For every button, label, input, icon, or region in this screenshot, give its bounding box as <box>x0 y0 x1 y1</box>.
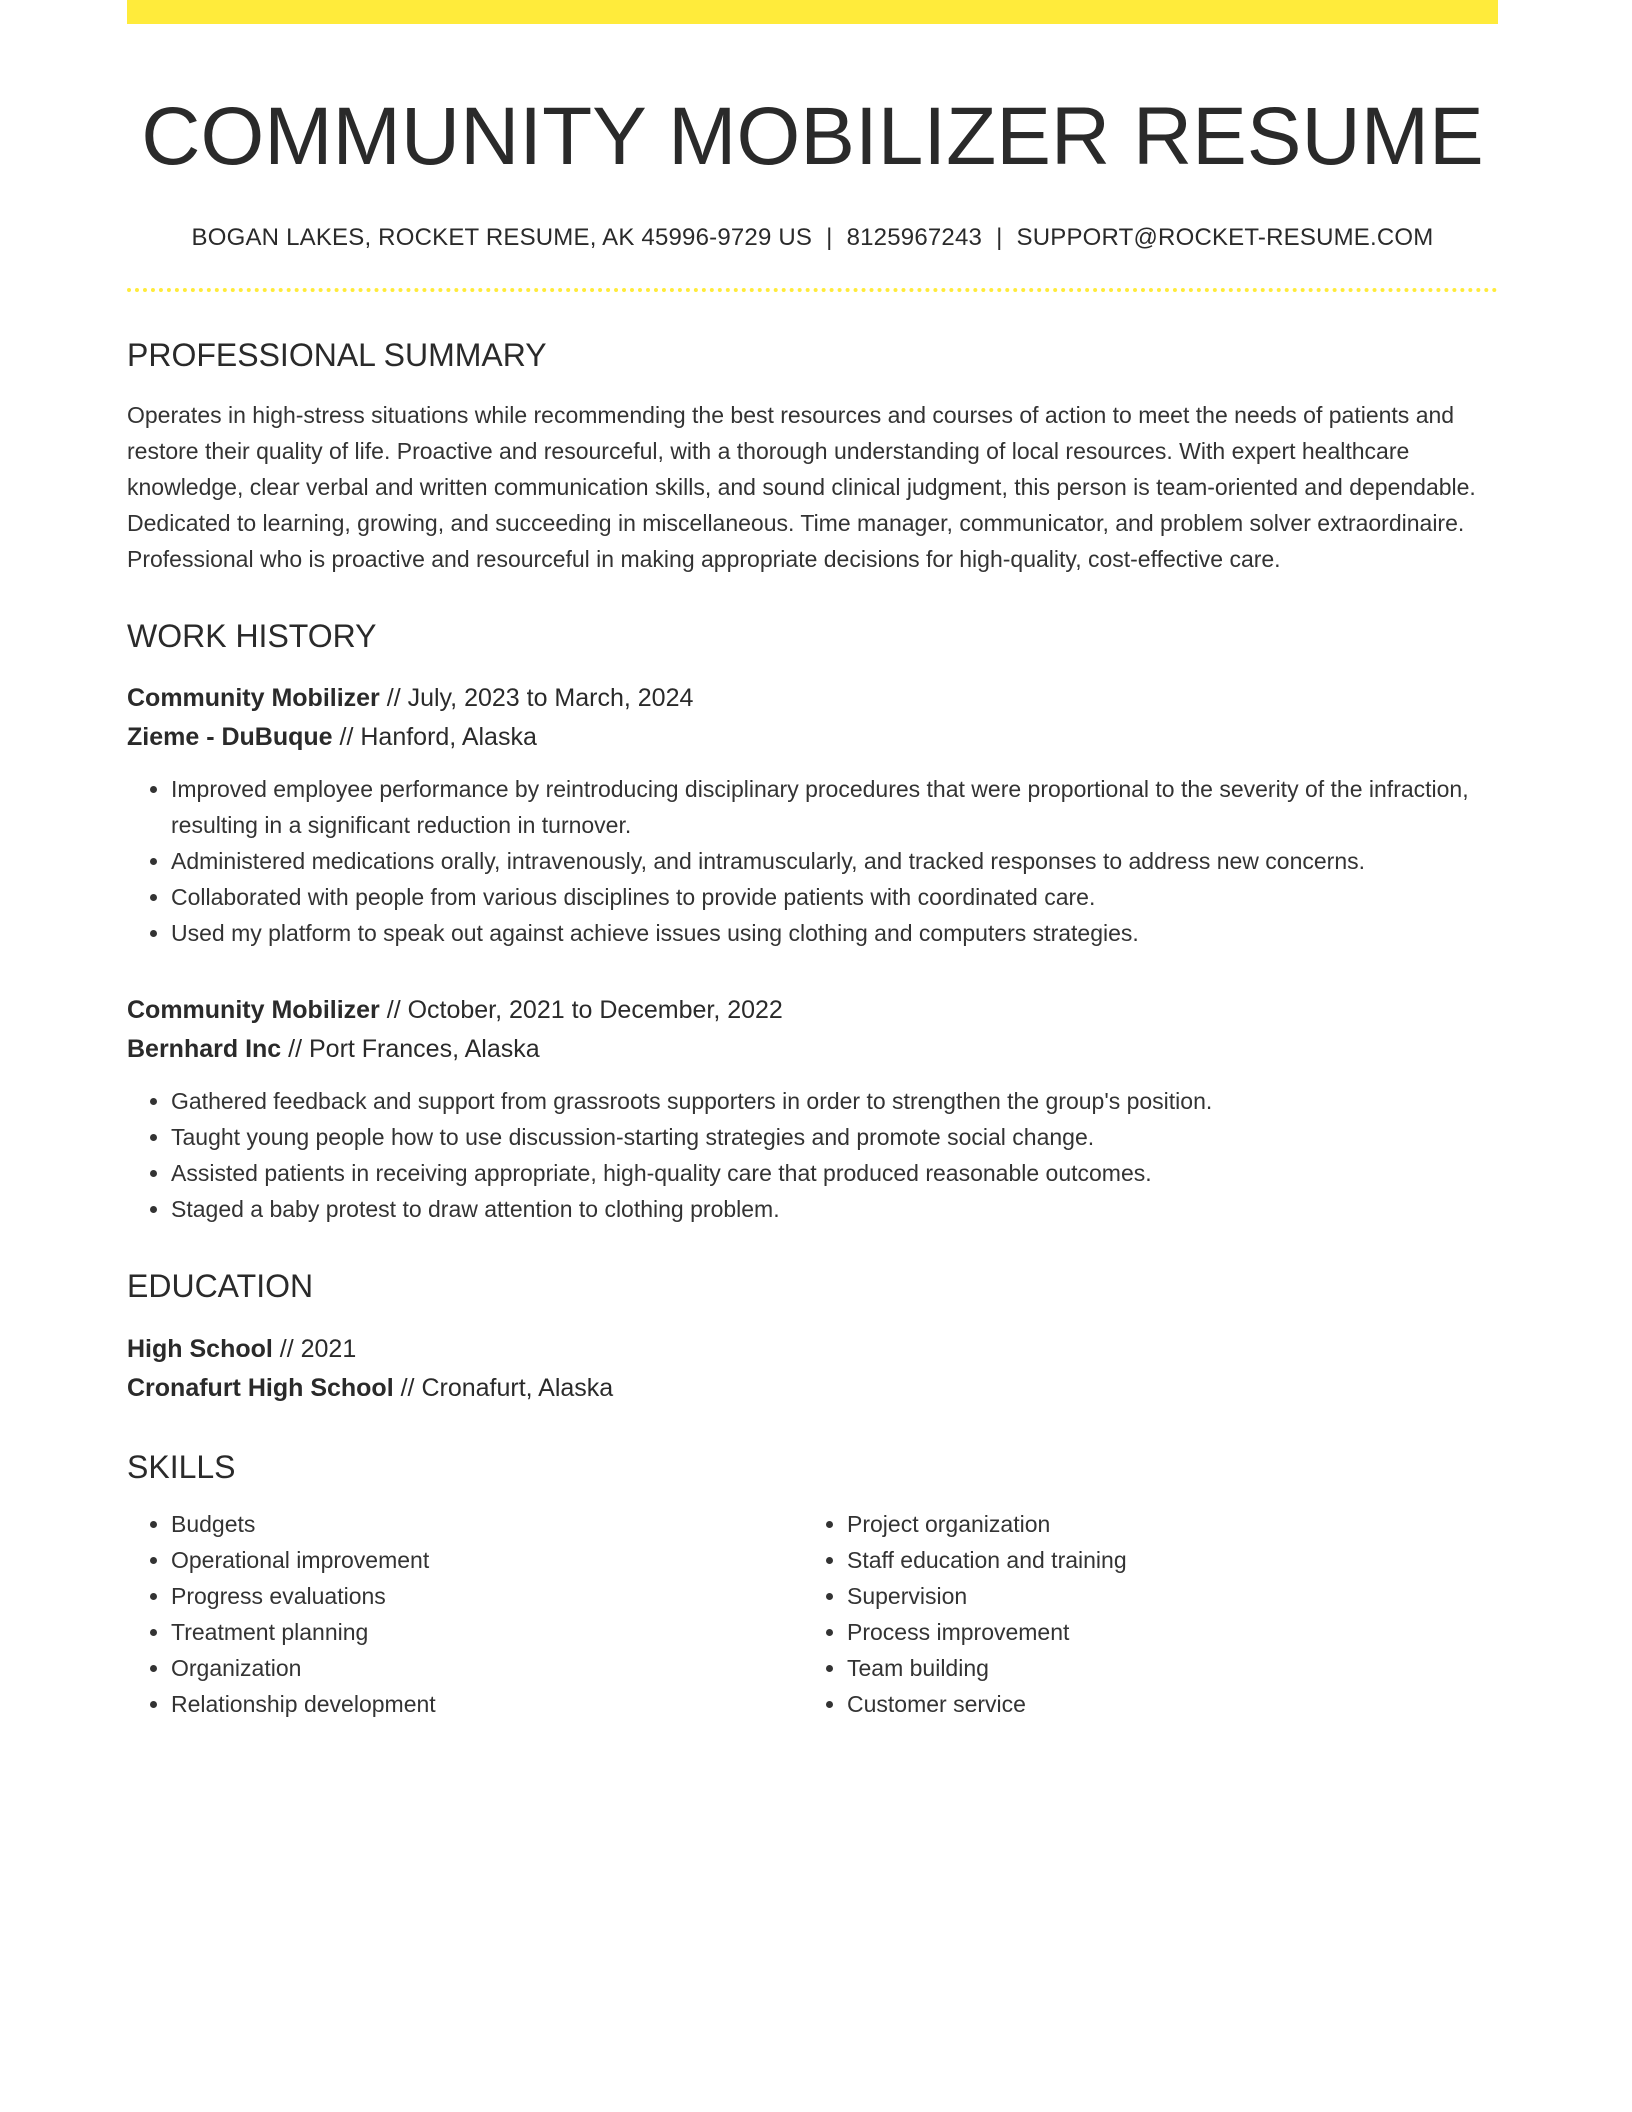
contact-address: BOGAN LAKES, ROCKET RESUME, AK 45996-9729 US <box>191 224 813 252</box>
resume-title: COMMUNITY MOBILIZER RESUME <box>141 91 1484 182</box>
contact-separator: | <box>996 224 1003 252</box>
skills-columns <box>127 1506 1498 1722</box>
job-company: Bernhard Inc <box>127 1035 282 1064</box>
education-school: Cronafurt High School <box>127 1373 394 1402</box>
summary-heading: PROFESSIONAL SUMMARY <box>127 337 547 374</box>
education-location: // Cronafurt, Alaska <box>393 1373 614 1402</box>
list-item: • Gathered feedback and support from grassroots supporters in order to strengthen the group's position. <box>171 1083 1498 1119</box>
contact-email: SUPPORT@ROCKET-RESUME.COM <box>1016 224 1434 252</box>
contact-phone: 8125967243 <box>846 224 983 252</box>
summary-text: Operates in high-stress situations while recommending the best resources and courses of action to meet the needs of patients and restore their quality of life. Proactive and resourceful, with a thorough understanding of local resources. With expert healthcare knowledge, clear verbal and written communication skills, and sound clinical judgment, this person is team-oriented and dependable. Dedicated to learning, growing, and succeeding in miscellaneous. Time manager, communicator, and problem solver extraordinaire. Professional who is proactive and resourceful in making appropriate decisions for high-quality, cost-effective care. <box>127 401 1476 572</box>
contact-line <box>127 224 1498 252</box>
education-degree: High School <box>127 1334 273 1363</box>
accent-top-bar <box>127 0 1498 24</box>
job-entry <box>127 991 1498 1227</box>
education-school-line <box>127 1369 1498 1408</box>
job-bullets <box>127 1083 1498 1227</box>
skills-heading: SKILLS <box>127 1448 236 1485</box>
education-degree-line <box>127 1330 1498 1369</box>
job-dates: // October, 2021 to December, 2022 <box>379 996 783 1025</box>
list-item: • Progress evaluations <box>171 1578 803 1614</box>
list-item: • Team building <box>847 1650 1479 1686</box>
list-item: • Staff education and training <box>847 1542 1479 1578</box>
list-item: • Treatment planning <box>171 1614 803 1650</box>
job-role: Community Mobilizer <box>127 684 380 713</box>
list-item: • Improved employee performance by reintroducing disciplinary procedures that were proportional to the severity of the infraction, resulting in a significant reduction in turnover. <box>171 771 1498 843</box>
education-year: // 2021 <box>272 1334 357 1363</box>
resume-page <box>127 0 1498 1722</box>
job-title-line <box>127 991 1498 1030</box>
job-role: Community Mobilizer <box>127 996 380 1025</box>
list-item: • Relationship development <box>171 1686 803 1722</box>
job-dates: // July, 2023 to March, 2024 <box>379 684 694 713</box>
contact-separator: | <box>826 224 833 252</box>
work-history-heading: WORK HISTORY <box>127 617 377 654</box>
list-item: • Assisted patients in receiving appropriate, high-quality care that produced reasonable outcomes. <box>171 1155 1498 1191</box>
job-company: Zieme - DuBuque <box>127 723 333 752</box>
job-company-line <box>127 1030 1498 1069</box>
education-heading: EDUCATION <box>127 1268 314 1305</box>
skills-list-left <box>127 1506 803 1722</box>
list-item: • Process improvement <box>847 1614 1479 1650</box>
list-item: • Organization <box>171 1650 803 1686</box>
job-title-line <box>127 679 1498 718</box>
job-bullets <box>127 771 1498 951</box>
list-item: • Budgets <box>171 1506 803 1542</box>
list-item: • Supervision <box>847 1578 1479 1614</box>
job-entry <box>127 679 1498 951</box>
dotted-divider <box>127 288 1498 292</box>
list-item: • Taught young people how to use discussion-starting strategies and promote social change. <box>171 1119 1498 1155</box>
list-item: • Used my platform to speak out against achieve issues using clothing and computers strategies. <box>171 915 1498 951</box>
job-company-line <box>127 718 1498 757</box>
list-item: • Project organization <box>847 1506 1479 1542</box>
skills-list-right <box>803 1506 1479 1722</box>
list-item: • Staged a baby protest to draw attention to clothing problem. <box>171 1191 1498 1227</box>
list-item: • Collaborated with people from various disciplines to provide patients with coordinated care. <box>171 879 1498 915</box>
list-item: • Administered medications orally, intravenously, and intramuscularly, and tracked responses to address new concerns. <box>171 843 1498 879</box>
list-item: • Customer service <box>847 1686 1479 1722</box>
list-item: • Operational improvement <box>171 1542 803 1578</box>
education-entry <box>127 1330 1498 1408</box>
job-location: // Port Frances, Alaska <box>281 1035 540 1064</box>
job-location: // Hanford, Alaska <box>332 723 537 752</box>
